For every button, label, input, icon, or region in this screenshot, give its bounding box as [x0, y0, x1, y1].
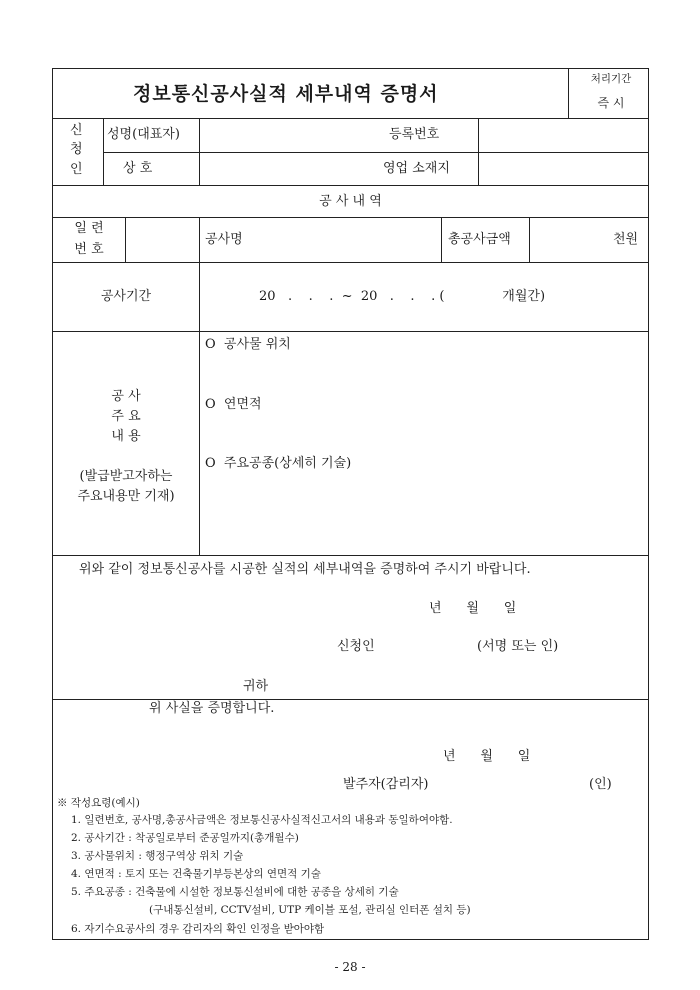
- content-note-1: (발급받고자하는: [79, 469, 173, 484]
- serial-label-1: 일 련: [74, 221, 104, 236]
- certify-text: 위 사실을 증명합니다.: [149, 701, 275, 716]
- period-value: 20 . . . ~ 20 . . . ( 개월간): [259, 289, 546, 304]
- page-number: - 28 -: [334, 960, 366, 974]
- rule-applicant-bottom: [53, 185, 648, 186]
- note-item-4: 4. 연면적 : 토지 또는 건축물기부등본상의 연면적 기술: [71, 868, 321, 880]
- total-amount-label: 총공사금액: [448, 232, 511, 247]
- note-item-3: 3. 공사물위치 : 행정구역상 위치 기술: [71, 850, 244, 862]
- processing-period-value: 즉 시: [597, 96, 625, 110]
- note-item-1: 1. 일련번호, 공사명,총공사금액은 정보통신공사실적신고서의 내용과 동일하여야함.: [71, 814, 453, 826]
- name-label: 성명(대표자): [107, 127, 180, 142]
- content-label-3: 내 용: [111, 429, 141, 444]
- rule-applicant-mid: [103, 152, 648, 153]
- note-item-2: 2. 공사기간 : 착공일로부터 준공일까지(총개월수): [71, 832, 299, 844]
- note-item-6: 6. 자기수요공사의 경우 감리자의 확인 인정을 받아야함: [71, 923, 325, 935]
- request-text: 위와 같이 정보통신공사를 시공한 실적의 세부내역을 증명하여 주시기 바랍니다.: [79, 562, 531, 577]
- signature-or-seal: (서명 또는 인): [477, 639, 559, 654]
- rule-v-processing: [568, 69, 569, 118]
- content-label-2: 주 요: [111, 409, 141, 424]
- processing-period-label: 처리기간: [590, 73, 632, 85]
- content-item-main-work: O 주요공종(상세히 기술): [205, 456, 352, 471]
- rule-section: [53, 217, 648, 218]
- project-name-label: 공사명: [205, 232, 243, 247]
- rule-v-name: [199, 118, 200, 185]
- rule-v-project: [441, 217, 442, 262]
- rule-v-amount: [529, 217, 530, 262]
- rule-content: [53, 555, 648, 556]
- serial-label-2: 번 호: [74, 242, 104, 257]
- applicant-signature-label: 신청인: [337, 639, 375, 654]
- rule-serial: [53, 262, 648, 263]
- applicant-label-2: 청: [70, 142, 83, 157]
- rule-v-label: [199, 217, 200, 555]
- request-date: 년 월 일: [429, 601, 517, 616]
- document-title: 정보통신공사실적 세부내역 증명서: [133, 83, 439, 105]
- certify-date: 년 월 일: [443, 749, 531, 764]
- rule-v-reg: [478, 118, 479, 185]
- content-note-2: 주요내용만 기재): [77, 489, 175, 504]
- rule-period: [53, 331, 648, 332]
- issuer-label: 발주자(감리자): [343, 777, 429, 792]
- company-name-label: 상 호: [123, 161, 153, 176]
- applicant-label-1: 신: [70, 123, 83, 138]
- notes-header: ※ 작성요령(예시): [57, 797, 140, 809]
- amount-unit: 천원: [613, 232, 639, 247]
- issuer-seal: (인): [589, 777, 612, 792]
- business-address-label: 영업 소재지: [383, 161, 450, 176]
- registration-number-label: 등록번호: [389, 127, 440, 142]
- content-label-1: 공 사: [111, 389, 141, 404]
- addressee: 귀하: [243, 679, 269, 694]
- period-label: 공사기간: [100, 289, 152, 304]
- note-item-5-detail: (구내통신설비, CCTV설비, UTP 케이블 포설, 관리실 인터폰 설치 등): [149, 904, 471, 916]
- certificate-form: [52, 68, 649, 940]
- applicant-label-3: 인: [70, 162, 83, 177]
- rule-v-serial: [125, 217, 126, 262]
- rule-title: [53, 118, 648, 119]
- rule-request: [53, 699, 648, 700]
- section-title: 공 사 내 역: [319, 194, 382, 209]
- content-item-floor-area: O 연면적: [205, 397, 262, 412]
- content-item-location: O 공사물 위치: [205, 337, 291, 352]
- note-item-5: 5. 주요공종 : 건축물에 시설한 정보통신설비에 대한 공종을 상세히 기술: [71, 886, 399, 898]
- rule-v-applicant: [103, 118, 104, 185]
